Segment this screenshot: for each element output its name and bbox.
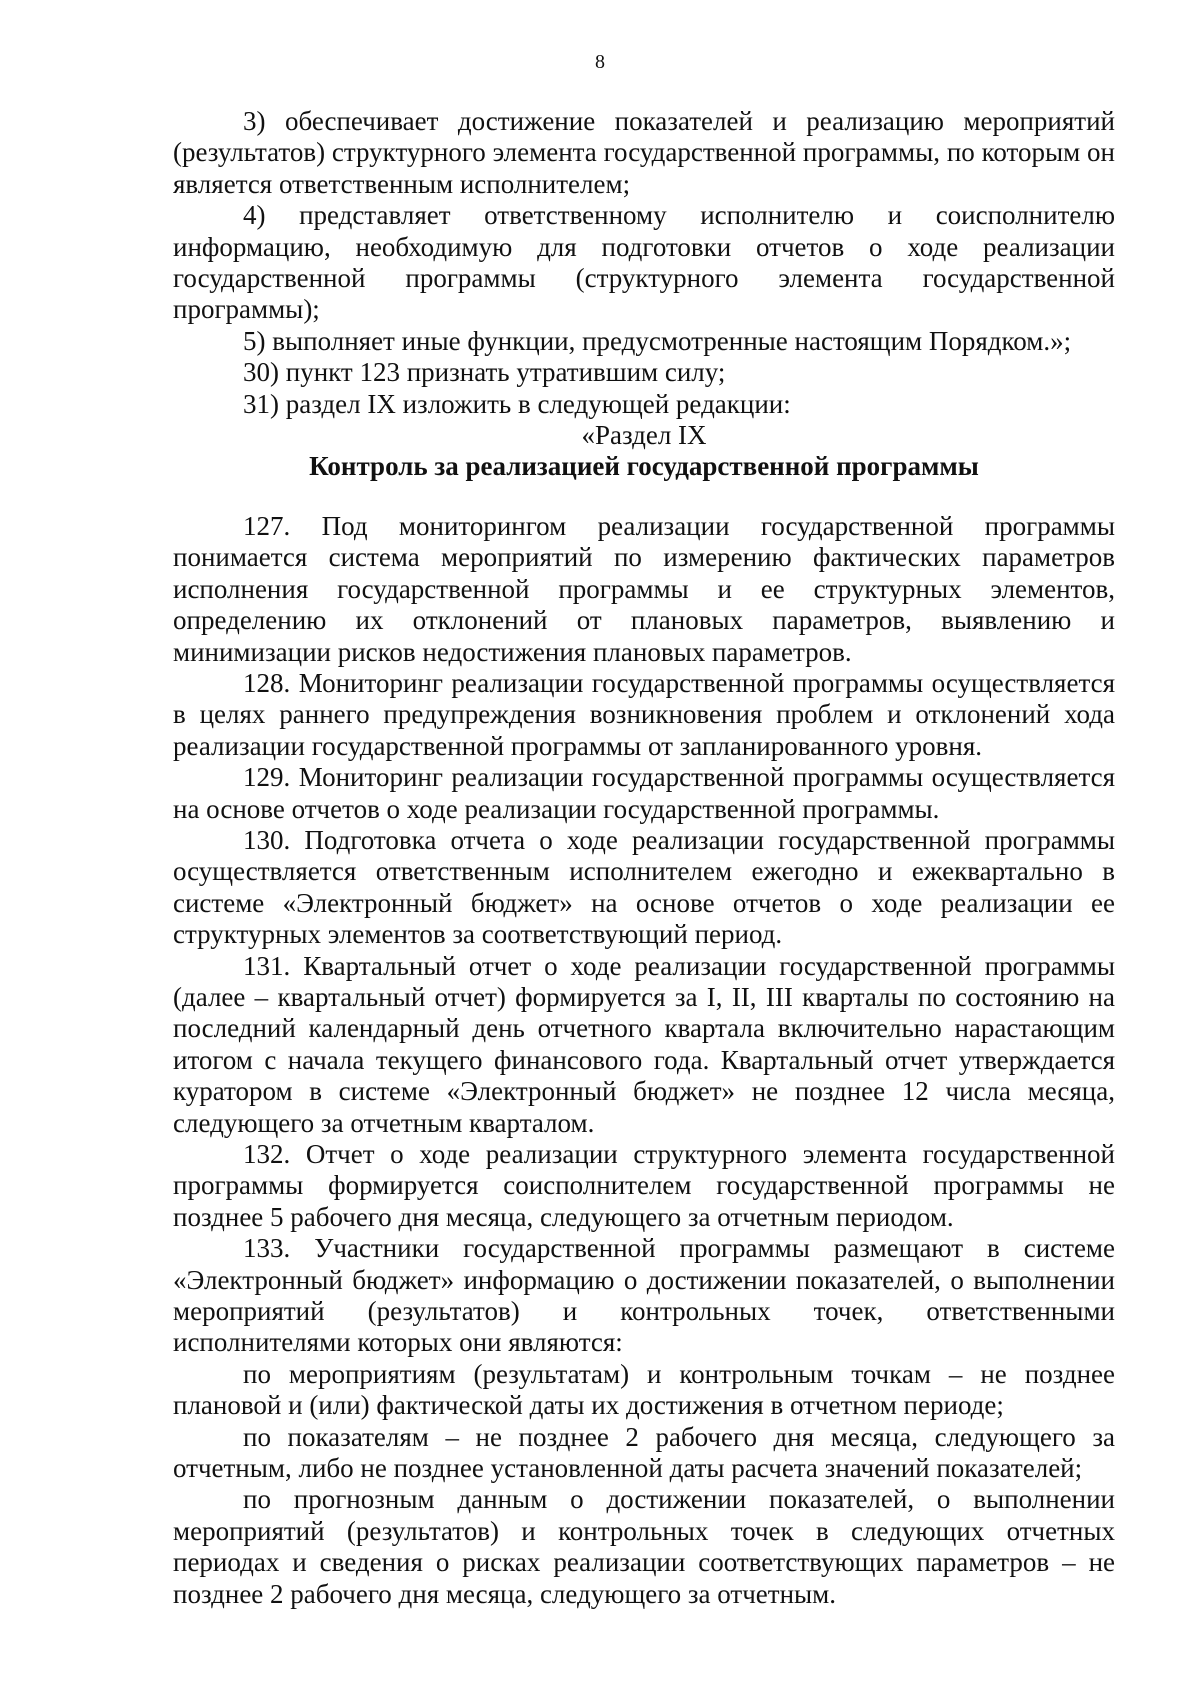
document-body	[173, 106, 1115, 1610]
section-label: «Раздел IX	[581, 420, 707, 451]
page-number: 8	[595, 51, 605, 73]
section-title: Контроль за реализацией государственной программы	[309, 451, 979, 482]
paragraph-item-31: 31) раздел IX изложить в следующей редакции:	[243, 388, 791, 419]
paragraph-129: 129. Мониторинг реализации государственной программы осуществляется на основе отчетов о ходе реализации государственной программы.	[173, 762, 1115, 824]
paragraph-item-4: 4) представляет ответственному исполнителю и соисполнителю информацию, необходимую для подготовки отчетов о ходе реализации государственной программы (структурного элемента государственной программы);	[173, 200, 1115, 325]
paragraph-132: 132. Отчет о ходе реализации структурного элемента государственной программы формируется соисполнителем государственной программы не позднее 5 рабочего дня месяца, следующего за отчетным периодом.	[173, 1139, 1115, 1232]
paragraph-item-5: 5) выполняет иные функции, предусмотренные настоящим Порядком.»;	[243, 325, 1072, 356]
paragraph-item-3: 3) обеспечивает достижение показателей и реализацию мероприятий (результатов) структурного элемента государственной программы, по которым он является ответственным исполнителем;	[173, 106, 1115, 199]
paragraph-133: 133. Участники государственной программы размещают в системе «Электронный бюджет» информацию о достижении показателей, о выполнении мероприятий (результатов) и контрольных точек, ответственными исполнителями которых они являются:	[173, 1233, 1115, 1358]
paragraph-128: 128. Мониторинг реализации государственной программы осуществляется в целях раннего предупреждения возникновения проблем и отклонений хода реализации государственной программы от запланированного уровня.	[173, 667, 1115, 761]
paragraph-131: 131. Квартальный отчет о ходе реализации государственной программы (далее – квартальный отчет) формируется за I, II, III кварталы по состоянию на последний календарный день отчетного квартала включительно нарастающим итогом с начала текущего финансового года. Квартальный отчет утверждается куратором в системе «Электронный бюджет» не позднее 12 числа месяца, следующего за отчетным кварталом.	[173, 950, 1115, 1138]
paragraph-133-indicators: по показателям – не позднее 2 рабочего дня месяца, следующего за отчетным, либо не позднее установленной даты расчета значений показателей;	[173, 1421, 1115, 1484]
paragraph-133-events: по мероприятиям (результатам) и контрольным точкам – не позднее плановой и (или) фактической даты их достижения в отчетном периоде;	[173, 1358, 1115, 1421]
paragraph-133-forecast: по прогнозным данным о достижении показателей, о выполнении мероприятий (результатов) и контрольных точек в следующих отчетных периодах и сведения о рисках реализации соответствующих параметров – не позднее 2 рабочего дня месяца, следующего за отчетным.	[173, 1484, 1115, 1609]
paragraph-127: 127. Под мониторингом реализации государственной программы понимается система мероприятий по измерению фактических параметров исполнения государственной программы и ее структурных элементов, определению их отклонений от плановых параметров, выявлению и минимизации рисков недостижения плановых параметров.	[173, 510, 1115, 667]
paragraph-item-30: 30) пункт 123 признать утратившим силу;	[243, 357, 726, 388]
paragraph-130: 130. Подготовка отчета о ходе реализации государственной программы осуществляется ответственным исполнителем ежегодно и ежеквартально в системе «Электронный бюджет» на основе отчетов о ходе реализации ее структурных элементов за соответствующий период.	[173, 824, 1115, 950]
